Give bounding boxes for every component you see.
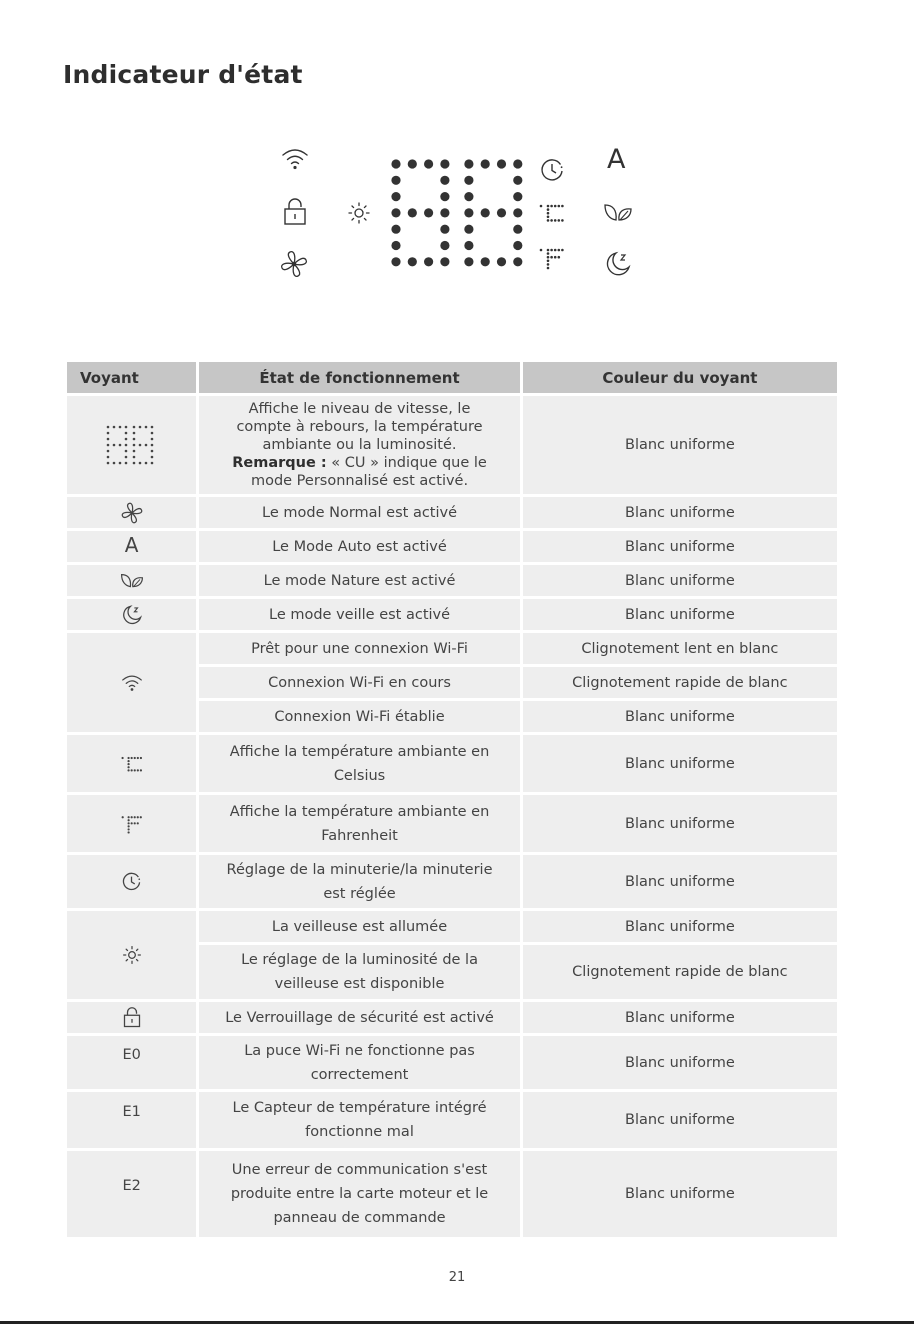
icon-dot <box>540 249 543 252</box>
state-cell: Affiche la température ambiante en Fahrenheit <box>199 795 520 852</box>
color-cell: Clignotement lent en blanc <box>523 633 837 664</box>
display-dot <box>440 225 449 234</box>
display-dot <box>424 208 433 217</box>
display-dot <box>391 192 400 201</box>
icon-dot <box>561 205 564 208</box>
color-cell: Blanc uniforme <box>523 795 837 852</box>
display-dot <box>391 241 400 250</box>
display-dot <box>440 159 449 168</box>
icon-dot <box>136 816 138 818</box>
display-dot <box>440 208 449 217</box>
display-dot <box>124 462 127 465</box>
fan-icon <box>280 250 308 278</box>
display-dot <box>513 257 522 266</box>
display-dot <box>150 456 153 459</box>
nature-mode-icon <box>603 202 633 224</box>
state-cell: Le réglage de la luminosité de la veilleuse est disponible <box>199 945 520 999</box>
display-dot <box>150 450 153 453</box>
display-dot <box>464 208 473 217</box>
header-indicator: Voyant <box>67 362 196 393</box>
wifi-icon <box>280 146 310 172</box>
display-dot <box>124 426 127 429</box>
state-cell: La puce Wi-Fi ne fonctionne pas correctement <box>199 1036 520 1089</box>
icon-dot <box>547 219 550 222</box>
state-cell: Le Verrouillage de sécurité est activé <box>199 1002 520 1033</box>
icon-dot <box>127 759 129 761</box>
icon-dot <box>139 756 141 758</box>
display-dot <box>513 208 522 217</box>
display-dot <box>144 444 147 447</box>
display-dot <box>144 462 147 465</box>
state-cell: Affiche le niveau de vitesse, le compte à rebours, la température ambiante ou la luminosité. Remarque : « CU » indique que le mode Personnalisé est activé. <box>199 396 520 494</box>
icon-dot <box>547 212 550 215</box>
icon-dot <box>127 822 129 824</box>
icon-dot <box>554 249 557 252</box>
icon-dot <box>127 756 129 758</box>
display-dot <box>513 176 522 185</box>
display-dot <box>464 241 473 250</box>
display-dot <box>132 426 135 429</box>
color-cell: Blanc uniforme <box>523 531 837 562</box>
display-dot <box>132 450 135 453</box>
brightness-icon <box>122 945 142 965</box>
display-dot <box>150 444 153 447</box>
display-dot <box>440 257 449 266</box>
display-dot <box>481 159 490 168</box>
icon-dot <box>547 252 550 255</box>
icon-dot <box>547 208 550 211</box>
normal-indicator <box>67 497 196 528</box>
display-dot <box>464 225 473 234</box>
state-cell: Connexion Wi-Fi établie <box>199 701 520 732</box>
display-dot <box>464 257 473 266</box>
display-dot <box>440 176 449 185</box>
display-dot <box>132 462 135 465</box>
wifi-icon <box>120 673 144 693</box>
color-cell: Blanc uniforme <box>523 599 837 630</box>
state-cell: Affiche la température ambiante en Celsius <box>199 735 520 792</box>
display-dot <box>464 176 473 185</box>
display-dot <box>391 176 400 185</box>
celsius-icon <box>538 201 566 225</box>
icon-dot <box>547 205 550 208</box>
display-dot <box>481 208 490 217</box>
wifi-indicator <box>67 633 196 732</box>
display-dot <box>124 432 127 435</box>
icon-dot <box>558 249 561 252</box>
icon-dot <box>127 816 129 818</box>
nightlight-indicator <box>67 911 196 999</box>
icon-dot <box>130 816 132 818</box>
error-code-e2: E2 <box>67 1151 196 1237</box>
state-cell: Une erreur de communication s'est produite entre la carte moteur et le panneau de commande <box>199 1151 520 1237</box>
icon-dot <box>550 249 553 252</box>
icon-dot <box>127 819 129 821</box>
icon-dot <box>547 256 550 259</box>
display-dot <box>118 462 121 465</box>
color-cell: Blanc uniforme <box>523 911 837 942</box>
auto-mode-icon: A <box>607 144 626 175</box>
celsius-icon <box>120 753 144 775</box>
display-dot <box>106 444 109 447</box>
display-dot <box>440 192 449 201</box>
display-dot <box>513 225 522 234</box>
display-dot <box>497 257 506 266</box>
icon-dot <box>133 756 135 758</box>
note: Remarque : « CU » indique que le <box>232 455 487 471</box>
icon-dot <box>561 249 564 252</box>
display-dot <box>106 450 109 453</box>
icon-dot <box>139 816 141 818</box>
timer-icon <box>539 157 565 183</box>
icon-dot <box>127 828 129 830</box>
display-dot <box>112 444 115 447</box>
timer-icon <box>121 871 142 892</box>
display-dot <box>138 444 141 447</box>
page-number: 21 <box>448 1270 466 1285</box>
color-cell: Blanc uniforme <box>523 1036 837 1089</box>
display-dot <box>144 426 147 429</box>
display-dot <box>424 257 433 266</box>
celsius-indicator <box>67 735 196 792</box>
color-cell: Blanc uniforme <box>523 1002 837 1033</box>
icon-dot <box>558 256 561 259</box>
display-dot <box>391 257 400 266</box>
display-dot <box>106 426 109 429</box>
display-dot <box>440 241 449 250</box>
page-title: Indicateur d'état <box>63 60 303 89</box>
fahrenheit-icon <box>538 245 566 271</box>
sleep-indicator <box>67 599 196 630</box>
icon-dot <box>550 256 553 259</box>
display-dot <box>513 159 522 168</box>
color-cell: Blanc uniforme <box>523 701 837 732</box>
display-dot <box>106 438 109 441</box>
icon-dot <box>121 756 123 758</box>
lock-icon <box>283 198 307 226</box>
display-dot <box>150 462 153 465</box>
error-code-e1: E1 <box>67 1092 196 1148</box>
display-dot <box>138 426 141 429</box>
icon-dot <box>558 205 561 208</box>
status-table <box>64 359 840 1240</box>
nature-mode-icon <box>120 572 144 590</box>
icon-dot <box>540 205 543 208</box>
state-cell: Connexion Wi-Fi en cours <box>199 667 520 698</box>
auto-mode-icon: A <box>124 533 139 557</box>
color-cell: Blanc uniforme <box>523 1151 837 1237</box>
icon-dot <box>133 816 135 818</box>
display-dot <box>391 208 400 217</box>
icon-dot <box>130 769 132 771</box>
state-cell: Le Mode Auto est activé <box>199 531 520 562</box>
display-dot <box>106 456 109 459</box>
fahrenheit-indicator <box>67 795 196 852</box>
icon-dot <box>561 219 564 222</box>
display-dot <box>106 432 109 435</box>
display-dot <box>150 432 153 435</box>
color-cell: Blanc uniforme <box>523 565 837 596</box>
icon-dot <box>136 756 138 758</box>
display-dot <box>408 159 417 168</box>
display-dot <box>391 225 400 234</box>
sleep-mode-icon <box>121 604 143 626</box>
display-dot <box>124 450 127 453</box>
color-cell: Blanc uniforme <box>523 735 837 792</box>
display-dot <box>464 159 473 168</box>
state-cell: Le mode Nature est activé <box>199 565 520 596</box>
display-dot <box>424 159 433 168</box>
display-dot <box>150 426 153 429</box>
display-dot <box>464 192 473 201</box>
display-dot <box>391 159 400 168</box>
icon-dot <box>547 249 550 252</box>
display-dot <box>132 444 135 447</box>
color-cell: Blanc uniforme <box>523 855 837 908</box>
icon-dot <box>550 205 553 208</box>
icon-dot <box>136 822 138 824</box>
icon-dot <box>547 260 550 263</box>
icon-dot <box>558 219 561 222</box>
color-cell: Blanc uniforme <box>523 1092 837 1148</box>
display-dot <box>408 257 417 266</box>
header-color: Couleur du voyant <box>523 362 837 393</box>
display-dot <box>408 208 417 217</box>
icon-dot <box>130 756 132 758</box>
icon-dot <box>547 267 550 270</box>
display-dot <box>497 208 506 217</box>
state-cell: La veilleuse est allumée <box>199 911 520 942</box>
display-dot <box>106 462 109 465</box>
sleep-mode-icon <box>604 250 632 278</box>
control-panel-illustration <box>0 0 914 330</box>
display-dot <box>513 192 522 201</box>
icon-dot <box>133 822 135 824</box>
icon-dot <box>554 205 557 208</box>
icon-dot <box>136 769 138 771</box>
icon-dot <box>127 763 129 765</box>
icon-dot <box>554 219 557 222</box>
display-dot <box>150 438 153 441</box>
state-cell: Le Capteur de température intégré fonctionne mal <box>199 1092 520 1148</box>
header-state: État de fonctionnement <box>199 362 520 393</box>
icon-dot <box>547 216 550 219</box>
display-dot <box>513 241 522 250</box>
icon-dot <box>127 825 129 827</box>
brightness-icon <box>347 201 371 225</box>
state-cell: Prêt pour une connexion Wi-Fi <box>199 633 520 664</box>
display-dot <box>124 456 127 459</box>
error-code-e0: E0 <box>67 1036 196 1089</box>
icon-dot <box>550 219 553 222</box>
state-cell: Le mode veille est activé <box>199 599 520 630</box>
display-dot <box>124 438 127 441</box>
lock-icon <box>123 1007 141 1028</box>
state-cell: Réglage de la minuterie/la minuterie est réglée <box>199 855 520 908</box>
nature-indicator <box>67 565 196 596</box>
display-dot <box>124 444 127 447</box>
icon-dot <box>127 769 129 771</box>
color-cell: Blanc uniforme <box>523 396 837 494</box>
icon-dot <box>121 816 123 818</box>
display-icon <box>105 424 159 466</box>
display-dot <box>497 159 506 168</box>
icon-dot <box>133 769 135 771</box>
display-indicator <box>67 396 196 494</box>
fahrenheit-icon <box>120 813 144 835</box>
display-dot <box>118 426 121 429</box>
icon-dot <box>127 766 129 768</box>
timer-indicator <box>67 855 196 908</box>
display-dot <box>118 444 121 447</box>
color-cell: Clignotement rapide de blanc <box>523 667 837 698</box>
color-cell: Blanc uniforme <box>523 497 837 528</box>
color-cell: Clignotement rapide de blanc <box>523 945 837 999</box>
display-dot <box>132 438 135 441</box>
icon-dot <box>139 769 141 771</box>
display-dot <box>112 462 115 465</box>
icon-dot <box>130 822 132 824</box>
display-dot <box>132 432 135 435</box>
display-dot <box>112 426 115 429</box>
display-dot <box>481 257 490 266</box>
display-dot <box>132 456 135 459</box>
lock-indicator <box>67 1002 196 1033</box>
icon-dot <box>554 256 557 259</box>
display-dot <box>138 462 141 465</box>
fan-icon <box>121 502 143 524</box>
dot-matrix-display <box>388 156 524 268</box>
icon-dot <box>127 831 129 833</box>
state-cell: Le mode Normal est activé <box>199 497 520 528</box>
icon-dot <box>547 263 550 266</box>
auto-indicator <box>67 531 196 562</box>
